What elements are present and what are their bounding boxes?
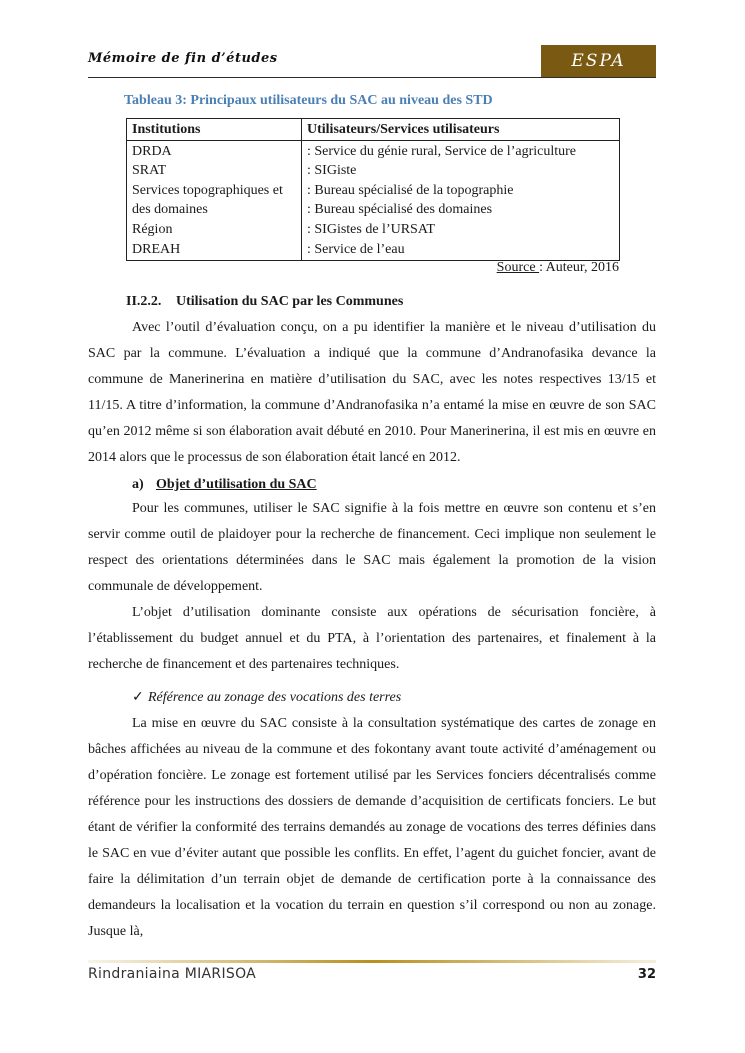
paragraph: Avec l’outil d’évaluation conçu, on a pu identifier la manière et le niveau d’utilisation du SAC par la commune. L’évaluation a indiqué que la commune d’Andranofasika devance la commune de Manerinerina en matière d’utilisation du SAC, avec les notes respectives 13/15 et 11/15. A titre d’information, la commune d’Andranofasika n’a entamé la mise en œuvre de son SAC qu’en 2012 même si son élaboration avait débuté en 2010. Pour Manerinerina, il est mis en œuvre en 2014 alors que le processus de son élaboration était lancé en 2012. <box>88 320 656 465</box>
institution-item: DRDA <box>132 143 172 159</box>
section-title: Utilisation du SAC par les Communes <box>176 294 404 309</box>
institution-item: des domaines <box>132 202 208 218</box>
user-item: : SIGiste <box>307 163 357 179</box>
source-text: : Auteur, 2016 <box>539 260 619 275</box>
user-item: : Bureau spécialisé des domaines <box>307 202 493 218</box>
header-badge: ESPA <box>541 45 656 77</box>
subheading-text: Objet d’utilisation du SAC <box>156 477 317 492</box>
check-list-item <box>132 689 401 706</box>
section-number: II.2.2. <box>126 294 162 309</box>
user-item: : Bureau spécialisé de la topographie <box>307 182 514 198</box>
page-header <box>88 45 656 77</box>
header-rule <box>88 77 656 78</box>
institution-item: DREAH <box>132 241 181 257</box>
user-item: : Service de l’eau <box>307 241 405 257</box>
users-table <box>126 118 620 261</box>
institutions-cell <box>127 140 302 261</box>
paragraph: L’objet d’utilisation dominante consiste aux opérations de sécurisation foncière, à l’établissement du budget annuel et du PTA, à l’orientation des partenaires, et finalement à la recherche de financement et des partenaires techniques. <box>88 605 656 672</box>
table-caption: Tableau 3: Principaux utilisateurs du SAC au niveau des STD <box>124 93 493 108</box>
page-number: 32 <box>637 967 656 982</box>
users-cell <box>302 140 620 261</box>
institution-item: SRAT <box>132 163 167 179</box>
checkmark-icon: ✓ <box>132 690 144 705</box>
footer-author: Rindraniaina MIARISOA <box>88 966 257 982</box>
paragraph: La mise en œuvre du SAC consiste à la consultation systématique des cartes de zonage en bâches affichées au niveau de la commune et des fokontany avant toute activité d’aménagement ou d’opération foncière. Le zonage est fortement utilisé par les Services fonciers décentralisés comme référence pour les instructions des dossiers de demande d’acquisition de certificats fonciers. Le but étant de vérifier la conformité des terrains demandés au zonage de vocations des terres définies dans le SAC en vue d’éviter autant que possible les conflits. En effet, l’agent du guichet foncier, avant de faire la délimitation d’un terrain objet de demande de certification porte à la connaissance des demandeurs la localisation et la vocation du terrain en question s’il correspond ou non au zonage. Jusque là, <box>88 716 656 939</box>
table-row <box>127 140 620 261</box>
source-label: Source <box>496 260 540 275</box>
header-title: Mémoire de fin d’études <box>88 51 278 66</box>
subheading-a <box>132 477 317 493</box>
user-item: : SIGistes de l’URSAT <box>307 221 435 237</box>
subheading-marker: a) <box>132 477 144 492</box>
table-source <box>497 260 619 276</box>
footer-rule <box>88 960 656 964</box>
check-item-text: Référence au zonage des vocations des terres <box>148 690 402 705</box>
table-header-row <box>127 119 620 141</box>
section-heading <box>126 294 403 310</box>
table-header-users: Utilisateurs/Services utilisateurs <box>302 119 620 141</box>
user-item: : Service du génie rural, Service de l’agriculture <box>307 143 576 159</box>
paragraph: Pour les communes, utiliser le SAC signifie à la fois mettre en œuvre son contenu et s’en servir comme outil de plaidoyer pour la recherche de financement. Ceci implique non seulement le respect des orientations déterminées dans le SAC mais également la promotion de la vision communale de développement. <box>88 501 656 594</box>
institution-item: Région <box>132 221 173 237</box>
table-header-institutions: Institutions <box>127 119 302 141</box>
institution-item: Services topographiques et <box>132 182 283 198</box>
